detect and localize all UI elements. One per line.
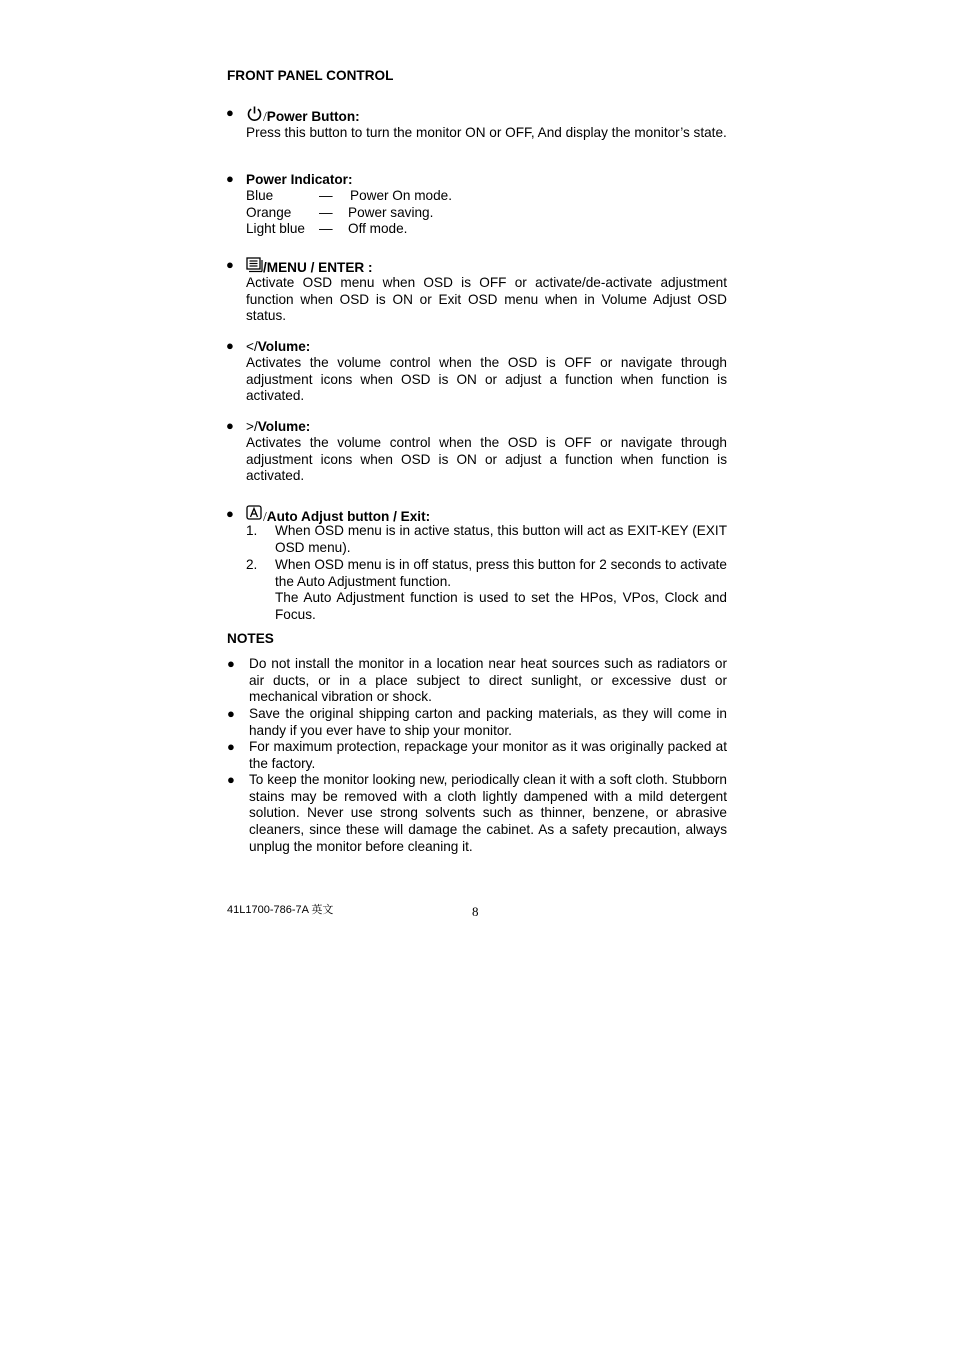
note-item: Do not install the monitor in a location near heat sources such as radiators or air ducts, or in a place subject to direct sunlight, or excessive dust or mechanical vibration or shock. bbox=[249, 656, 727, 705]
document-code: 41L1700-786-7A 英文 bbox=[227, 904, 334, 916]
indicator-dash: — bbox=[319, 188, 333, 203]
auto-adjust-sep: / bbox=[263, 509, 267, 524]
indicator-dash: — bbox=[319, 205, 333, 220]
note-item: For maximum protection, repackage your monitor as it was originally packed at the factory. bbox=[249, 739, 727, 771]
indicator-mode: Power On mode. bbox=[350, 188, 452, 203]
volume-up-label: Volume: bbox=[257, 419, 311, 434]
notes-title: NOTES bbox=[227, 631, 274, 646]
power-sep: / bbox=[263, 109, 267, 124]
menu-enter-heading bbox=[246, 257, 373, 277]
indicator-mode: Power saving. bbox=[348, 205, 434, 220]
menu-sep: / bbox=[263, 260, 267, 275]
bullet: ● bbox=[226, 418, 234, 433]
menu-enter-desc: Activate OSD menu when OSD is OFF or activate/de-activate adjustment function when OSD is ON or Exit OSD menu when in Volume Adjust OSD status. bbox=[246, 275, 727, 324]
volume-down-prefix: </ bbox=[246, 339, 258, 354]
step-number: 2. bbox=[246, 557, 258, 572]
bullet: ● bbox=[226, 171, 234, 186]
volume-down-label: Volume: bbox=[257, 339, 311, 354]
bullet: ● bbox=[227, 656, 235, 671]
bullet: ● bbox=[226, 105, 234, 120]
bullet: ● bbox=[226, 506, 234, 521]
step-number: 1. bbox=[246, 523, 258, 538]
power-icon bbox=[246, 105, 263, 126]
bullet: ● bbox=[227, 739, 235, 754]
bullet: ● bbox=[226, 257, 234, 272]
indicator-color: Orange bbox=[246, 205, 292, 220]
section-title: FRONT PANEL CONTROL bbox=[227, 68, 394, 83]
volume-down-desc: Activates the volume control when the OSD is OFF or navigate through adjustment icons when OSD is ON or adjust a function when function is activated. bbox=[246, 355, 727, 404]
power-indicator-heading bbox=[246, 171, 353, 188]
step-text: When OSD menu is in active status, this button will act as EXIT-KEY (EXIT OSD menu). bbox=[275, 523, 727, 555]
note-item: Save the original shipping carton and packing materials, as they will come in handy if you ever have to ship your monitor. bbox=[249, 706, 727, 738]
volume-down-heading bbox=[246, 338, 310, 355]
menu-enter-label: MENU / ENTER : bbox=[266, 260, 373, 275]
bullet: ● bbox=[226, 338, 234, 353]
auto-adjust-label: Auto Adjust button / Exit: bbox=[266, 509, 431, 524]
bullet: ● bbox=[227, 706, 235, 721]
step-text: When OSD menu is in off status, press this button for 2 seconds to activate the Auto Adjustment function. bbox=[275, 557, 727, 589]
power-button-heading bbox=[246, 105, 360, 126]
volume-up-heading bbox=[246, 418, 310, 435]
indicator-mode: Off mode. bbox=[348, 221, 408, 236]
bullet: ● bbox=[227, 772, 235, 787]
note-item: To keep the monitor looking new, periodically clean it with a soft cloth. Stubborn stains may be removed with a cloth lightly dampened with a mild detergent solution. Never use strong solvents such as thinner, benzene, or abrasive cleaners, since these will damage the cabinet. As a safety precaution, always unplug the monitor before cleaning it. bbox=[249, 772, 727, 854]
power-indicator-label: Power Indicator: bbox=[246, 172, 353, 187]
indicator-dash: — bbox=[319, 221, 333, 236]
power-button-desc: Press this button to turn the monitor ON or OFF, And display the monitor’s state. bbox=[246, 125, 727, 140]
auto-adjust-extra: The Auto Adjustment function is used to set the HPos, VPos, Clock and Focus. bbox=[275, 590, 727, 622]
page-number: 8 bbox=[472, 904, 479, 919]
power-button-label: Power Button: bbox=[266, 109, 360, 124]
volume-up-desc: Activates the volume control when the OSD is OFF or navigate through adjustment icons when OSD is ON or adjust a function when function is activated. bbox=[246, 435, 727, 484]
volume-up-prefix: >/ bbox=[246, 419, 258, 434]
indicator-color: Blue bbox=[246, 188, 274, 203]
menu-icon bbox=[246, 257, 263, 277]
indicator-color: Light blue bbox=[246, 221, 305, 236]
